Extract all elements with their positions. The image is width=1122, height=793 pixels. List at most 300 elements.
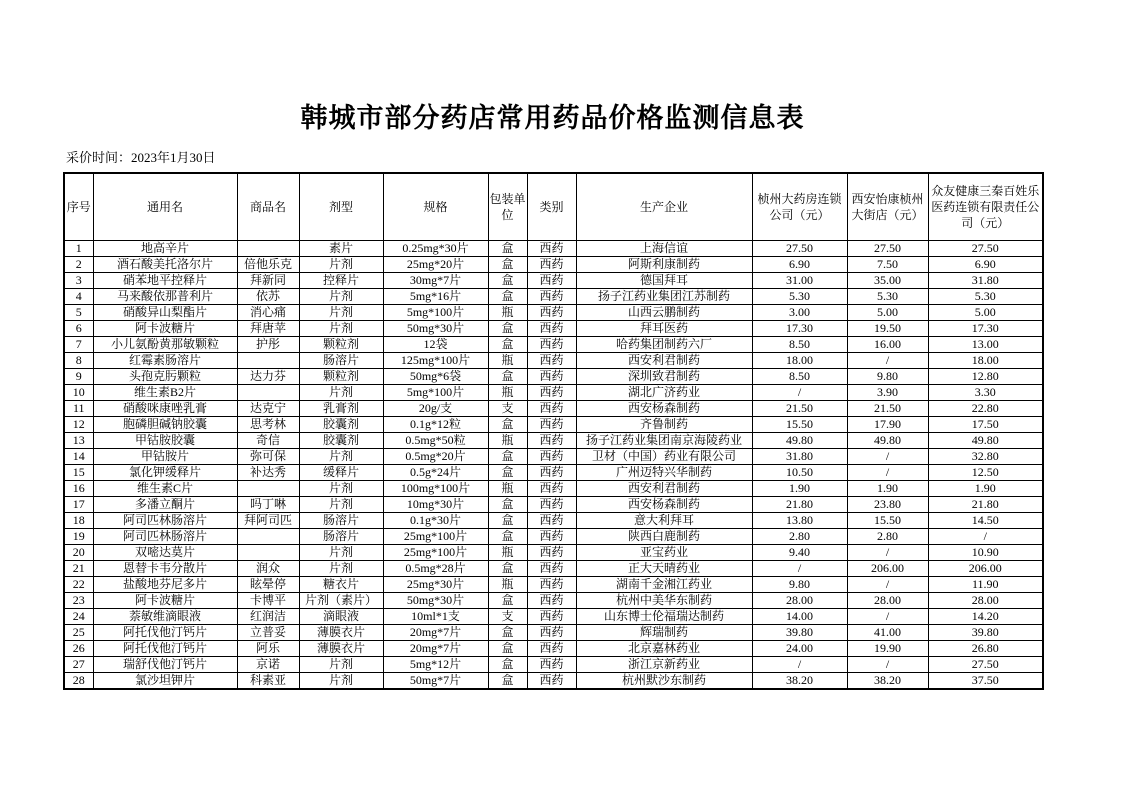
table-cell: 21.80: [752, 497, 847, 513]
table-cell: 双嘧达莫片: [93, 545, 237, 561]
table-cell: 阿托伐他汀钙片: [93, 625, 237, 641]
table-cell: 依苏: [237, 289, 299, 305]
table-cell: 14.50: [928, 513, 1043, 529]
table-cell: 头孢克肟颗粒: [93, 369, 237, 385]
table-cell: 盒: [488, 465, 527, 481]
table-cell: 0.5g*24片: [383, 465, 488, 481]
table-cell: 15: [64, 465, 93, 481]
table-cell: 25: [64, 625, 93, 641]
table-cell: 13: [64, 433, 93, 449]
table-cell: 卫材（中国）药业有限公司: [576, 449, 752, 465]
table-body: [64, 241, 1043, 690]
table-cell: 深圳致君制药: [576, 369, 752, 385]
table-cell: 38.20: [752, 673, 847, 690]
table-cell: 地高辛片: [93, 241, 237, 257]
table-row: [64, 465, 1043, 481]
table-cell: 0.1g*12粒: [383, 417, 488, 433]
table-row: [64, 401, 1043, 417]
table-cell: 润众: [237, 561, 299, 577]
table-cell: 6.90: [752, 257, 847, 273]
table-row: [64, 657, 1043, 673]
table-cell: 卡博平: [237, 593, 299, 609]
table-cell: 100mg*100片: [383, 481, 488, 497]
table-cell: 西药: [527, 625, 576, 641]
table-cell: 消心痛: [237, 305, 299, 321]
table-cell: 0.5mg*20片: [383, 449, 488, 465]
table-cell: 上海信谊: [576, 241, 752, 257]
table-cell: 山西云鹏制药: [576, 305, 752, 321]
table-cell: 补达秀: [237, 465, 299, 481]
table-cell: 薄膜衣片: [299, 641, 383, 657]
table-cell: 支: [488, 609, 527, 625]
table-cell: 49.80: [928, 433, 1043, 449]
table-cell: 西药: [527, 673, 576, 690]
table-cell: 萘敏维滴眼液: [93, 609, 237, 625]
table-row: [64, 417, 1043, 433]
table-cell: 30mg*7片: [383, 273, 488, 289]
table-cell: 西药: [527, 465, 576, 481]
header-row: [64, 173, 1043, 241]
table-cell: [237, 529, 299, 545]
table-cell: 西药: [527, 577, 576, 593]
table-cell: 盒: [488, 321, 527, 337]
table-cell: 23.80: [847, 497, 928, 513]
table-cell: 50mg*6袋: [383, 369, 488, 385]
table-cell: 24: [64, 609, 93, 625]
table-row: [64, 481, 1043, 497]
table-cell: 27: [64, 657, 93, 673]
table-cell: 5.00: [928, 305, 1043, 321]
table-cell: 27.50: [928, 657, 1043, 673]
table-cell: /: [847, 577, 928, 593]
table-cell: 西药: [527, 561, 576, 577]
table-cell: 拜新同: [237, 273, 299, 289]
table-cell: 31.80: [752, 449, 847, 465]
table-cell: 浙江京新药业: [576, 657, 752, 673]
table-cell: 片剂: [299, 449, 383, 465]
table-cell: 盒: [488, 529, 527, 545]
table-cell: 14.20: [928, 609, 1043, 625]
table-cell: 27.50: [928, 241, 1043, 257]
table-cell: 瓶: [488, 481, 527, 497]
table-cell: 湖南千金湘江药业: [576, 577, 752, 593]
table-cell: 西药: [527, 321, 576, 337]
table-cell: 硝酸咪康唑乳膏: [93, 401, 237, 417]
table-cell: 薄膜衣片: [299, 625, 383, 641]
table-cell: 胞磷胆碱钠胶囊: [93, 417, 237, 433]
table-cell: 西药: [527, 401, 576, 417]
table-cell: 12.50: [928, 465, 1043, 481]
table-cell: 甲钴胺片: [93, 449, 237, 465]
table-cell: 21.50: [847, 401, 928, 417]
table-cell: 西药: [527, 369, 576, 385]
table-cell: 西药: [527, 289, 576, 305]
table-cell: 糖衣片: [299, 577, 383, 593]
table-cell: 西药: [527, 513, 576, 529]
table-cell: 20g/支: [383, 401, 488, 417]
table-cell: 2.80: [847, 529, 928, 545]
table-cell: 27.50: [847, 241, 928, 257]
table-cell: 15.50: [752, 417, 847, 433]
table-cell: 德国拜耳: [576, 273, 752, 289]
table-cell: 片剂: [299, 657, 383, 673]
table-row: [64, 433, 1043, 449]
table-row: [64, 577, 1043, 593]
table-cell: 哈药集团制药六厂: [576, 337, 752, 353]
table-cell: 瓶: [488, 385, 527, 401]
table-cell: 14: [64, 449, 93, 465]
table-cell: 28.00: [928, 593, 1043, 609]
column-header-5: 包装单位: [488, 173, 527, 241]
table-row: [64, 641, 1043, 657]
table-cell: 西药: [527, 385, 576, 401]
table-cell: 25mg*20片: [383, 257, 488, 273]
table-cell: 0.25mg*30片: [383, 241, 488, 257]
table-row: [64, 273, 1043, 289]
table-cell: 10ml*1支: [383, 609, 488, 625]
table-cell: 15.50: [847, 513, 928, 529]
table-cell: 红霉素肠溶片: [93, 353, 237, 369]
table-cell: 5.30: [847, 289, 928, 305]
table-cell: 胶囊剂: [299, 433, 383, 449]
table-cell: 瓶: [488, 305, 527, 321]
table-cell: 达力芬: [237, 369, 299, 385]
table-cell: 恩替卡韦分散片: [93, 561, 237, 577]
table-cell: 马来酸依那普利片: [93, 289, 237, 305]
table-row: [64, 529, 1043, 545]
table-cell: 1.90: [928, 481, 1043, 497]
table-cell: 7.50: [847, 257, 928, 273]
table-cell: 28.00: [752, 593, 847, 609]
table-cell: 拜耳医药: [576, 321, 752, 337]
table-cell: 西药: [527, 609, 576, 625]
table-cell: /: [847, 545, 928, 561]
column-header-2: 商品名: [237, 173, 299, 241]
table-cell: 西药: [527, 257, 576, 273]
table-cell: 正大天晴药业: [576, 561, 752, 577]
table-cell: 盒: [488, 497, 527, 513]
table-row: [64, 289, 1043, 305]
table-cell: 盒: [488, 257, 527, 273]
table-cell: 瓶: [488, 577, 527, 593]
table-cell: 11.90: [928, 577, 1043, 593]
table-cell: 17: [64, 497, 93, 513]
table-cell: 山东博士伦福瑞达制药: [576, 609, 752, 625]
table-cell: 盒: [488, 337, 527, 353]
table-cell: 5mg*100片: [383, 305, 488, 321]
table-cell: 5mg*12片: [383, 657, 488, 673]
table-cell: 西药: [527, 433, 576, 449]
table-cell: /: [847, 609, 928, 625]
column-header-6: 类别: [527, 173, 576, 241]
table-cell: 西药: [527, 545, 576, 561]
table-row: [64, 449, 1043, 465]
table-cell: 弥可保: [237, 449, 299, 465]
table-cell: 氯化钾缓释片: [93, 465, 237, 481]
table-cell: 奇信: [237, 433, 299, 449]
table-cell: 西药: [527, 417, 576, 433]
table-cell: 硝苯地平控释片: [93, 273, 237, 289]
page-title: 韩城市部分药店常用药品价格监测信息表: [300, 103, 805, 133]
table-cell: 26.80: [928, 641, 1043, 657]
table-cell: 5.00: [847, 305, 928, 321]
table-cell: 20: [64, 545, 93, 561]
table-cell: 盒: [488, 241, 527, 257]
table-cell: 25mg*30片: [383, 577, 488, 593]
table-cell: 16.00: [847, 337, 928, 353]
table-cell: 23: [64, 593, 93, 609]
table-cell: 支: [488, 401, 527, 417]
table-cell: [237, 385, 299, 401]
table-cell: 10.50: [752, 465, 847, 481]
table-row: [64, 353, 1043, 369]
table-cell: 控释片: [299, 273, 383, 289]
table-cell: 西安利君制药: [576, 481, 752, 497]
table-cell: 盒: [488, 673, 527, 690]
table-cell: 14.00: [752, 609, 847, 625]
table-cell: 21: [64, 561, 93, 577]
table-cell: [237, 353, 299, 369]
table-cell: 西药: [527, 305, 576, 321]
table-cell: 瓶: [488, 353, 527, 369]
table-cell: 31.00: [752, 273, 847, 289]
table-cell: 13.00: [928, 337, 1043, 353]
table-cell: 18.00: [928, 353, 1043, 369]
table-cell: 京诺: [237, 657, 299, 673]
table-cell: 盒: [488, 273, 527, 289]
table-cell: 5.30: [928, 289, 1043, 305]
table-cell: 拜阿司匹: [237, 513, 299, 529]
table-cell: 18: [64, 513, 93, 529]
table-cell: 25mg*100片: [383, 545, 488, 561]
table-row: [64, 337, 1043, 353]
table-cell: 护彤: [237, 337, 299, 353]
table-cell: 硝酸异山梨酯片: [93, 305, 237, 321]
table-cell: 17.30: [928, 321, 1043, 337]
table-cell: 阿卡波糖片: [93, 321, 237, 337]
table-cell: 6: [64, 321, 93, 337]
table-cell: 片剂: [299, 673, 383, 690]
table-cell: 杭州默沙东制药: [576, 673, 752, 690]
table-cell: [237, 545, 299, 561]
table-cell: 西安杨森制药: [576, 401, 752, 417]
table-cell: /: [847, 449, 928, 465]
table-cell: 达克宁: [237, 401, 299, 417]
table-cell: 31.80: [928, 273, 1043, 289]
table-cell: /: [847, 353, 928, 369]
table-row: [64, 321, 1043, 337]
table-cell: 西药: [527, 353, 576, 369]
table-cell: 10.90: [928, 545, 1043, 561]
column-header-9: 西安怡康桢州大街店（元）: [847, 173, 928, 241]
table-cell: 广州迈特兴华制药: [576, 465, 752, 481]
table-cell: 28.00: [847, 593, 928, 609]
table-cell: 肠溶片: [299, 513, 383, 529]
table-cell: /: [752, 657, 847, 673]
column-header-7: 生产企业: [576, 173, 752, 241]
table-cell: 阿卡波糖片: [93, 593, 237, 609]
table-cell: 22: [64, 577, 93, 593]
table-cell: 20mg*7片: [383, 625, 488, 641]
table-cell: 阿司匹林肠溶片: [93, 513, 237, 529]
table-cell: 8.50: [752, 337, 847, 353]
table-cell: 西药: [527, 593, 576, 609]
column-header-8: 桢州大药房连锁公司（元）: [752, 173, 847, 241]
table-cell: 西药: [527, 657, 576, 673]
table-cell: 西药: [527, 497, 576, 513]
table-cell: 片剂（素片）: [299, 593, 383, 609]
table-cell: 50mg*7片: [383, 673, 488, 690]
table-cell: 32.80: [928, 449, 1043, 465]
table-cell: 盒: [488, 657, 527, 673]
table-cell: 17.50: [928, 417, 1043, 433]
table-cell: 思考林: [237, 417, 299, 433]
table-row: [64, 545, 1043, 561]
table-cell: 乳膏剂: [299, 401, 383, 417]
table-cell: 杭州中美华东制药: [576, 593, 752, 609]
table-cell: 盒: [488, 417, 527, 433]
table-cell: 10: [64, 385, 93, 401]
table-cell: 11: [64, 401, 93, 417]
table-cell: 17.30: [752, 321, 847, 337]
table-cell: 颗粒剂: [299, 369, 383, 385]
table-cell: 酒石酸美托洛尔片: [93, 257, 237, 273]
table-cell: 19.50: [847, 321, 928, 337]
table-cell: 片剂: [299, 481, 383, 497]
table-cell: 盒: [488, 625, 527, 641]
table-cell: 8: [64, 353, 93, 369]
table-cell: 206.00: [928, 561, 1043, 577]
table-cell: 氯沙坦钾片: [93, 673, 237, 690]
table-row: [64, 369, 1043, 385]
table-header: [64, 173, 1043, 241]
table-cell: 盒: [488, 513, 527, 529]
table-cell: /: [928, 529, 1043, 545]
table-cell: 3.30: [928, 385, 1043, 401]
table-cell: 1.90: [752, 481, 847, 497]
table-cell: 红润洁: [237, 609, 299, 625]
column-header-0: 序号: [64, 173, 93, 241]
table-cell: 19: [64, 529, 93, 545]
table-cell: 片剂: [299, 497, 383, 513]
table-cell: 39.80: [752, 625, 847, 641]
table-row: [64, 561, 1043, 577]
table-cell: 维生素B2片: [93, 385, 237, 401]
table-cell: 206.00: [847, 561, 928, 577]
table-row: [64, 241, 1043, 257]
column-header-1: 通用名: [93, 173, 237, 241]
table-cell: 49.80: [752, 433, 847, 449]
column-header-4: 规格: [383, 173, 488, 241]
table-cell: 滴眼液: [299, 609, 383, 625]
table-row: [64, 513, 1043, 529]
table-cell: 6.90: [928, 257, 1043, 273]
table-cell: 片剂: [299, 321, 383, 337]
table-cell: 盒: [488, 369, 527, 385]
table-cell: 盒: [488, 593, 527, 609]
table-cell: 20mg*7片: [383, 641, 488, 657]
table-cell: 10mg*30片: [383, 497, 488, 513]
table-cell: 眩晕停: [237, 577, 299, 593]
table-cell: 28: [64, 673, 93, 690]
table-row: [64, 385, 1043, 401]
table-cell: 西安利君制药: [576, 353, 752, 369]
table-cell: 意大利拜耳: [576, 513, 752, 529]
table-cell: 多潘立酮片: [93, 497, 237, 513]
table-cell: 阿司匹林肠溶片: [93, 529, 237, 545]
table-cell: 西药: [527, 481, 576, 497]
table-cell: 5mg*16片: [383, 289, 488, 305]
table-cell: 阿斯利康制药: [576, 257, 752, 273]
table-cell: 西药: [527, 449, 576, 465]
table-cell: 5.30: [752, 289, 847, 305]
table-cell: 19.90: [847, 641, 928, 657]
table-cell: 8.50: [752, 369, 847, 385]
table-row: [64, 305, 1043, 321]
table-cell: 亚宝药业: [576, 545, 752, 561]
table-cell: 7: [64, 337, 93, 353]
table-cell: /: [752, 385, 847, 401]
table-cell: 科素亚: [237, 673, 299, 690]
column-header-3: 剂型: [299, 173, 383, 241]
table-cell: 38.20: [847, 673, 928, 690]
table-row: [64, 257, 1043, 273]
table-cell: 西药: [527, 241, 576, 257]
table-cell: 125mg*100片: [383, 353, 488, 369]
table-cell: 片剂: [299, 545, 383, 561]
table-cell: 0.1g*30片: [383, 513, 488, 529]
table-cell: 18.00: [752, 353, 847, 369]
table-cell: 阿托伐他汀钙片: [93, 641, 237, 657]
table-cell: 西药: [527, 337, 576, 353]
table-cell: 37.50: [928, 673, 1043, 690]
table-cell: 9.80: [847, 369, 928, 385]
table-cell: 9.40: [752, 545, 847, 561]
price-collection-date: 采价时间：2023年1月30日: [66, 150, 216, 165]
table-cell: 片剂: [299, 289, 383, 305]
table-cell: 肠溶片: [299, 353, 383, 369]
table-cell: 盐酸地芬尼多片: [93, 577, 237, 593]
table-cell: 1: [64, 241, 93, 257]
table-cell: 胶囊剂: [299, 417, 383, 433]
table-cell: 缓释片: [299, 465, 383, 481]
drug-price-table: [63, 172, 1044, 690]
table-cell: 21.50: [752, 401, 847, 417]
table-cell: 0.5mg*50粒: [383, 433, 488, 449]
table-row: [64, 673, 1043, 690]
table-cell: 12袋: [383, 337, 488, 353]
table-cell: 素片: [299, 241, 383, 257]
table-cell: 小儿氨酚黄那敏颗粒: [93, 337, 237, 353]
table-cell: 50mg*30片: [383, 593, 488, 609]
table-cell: 片剂: [299, 305, 383, 321]
table-cell: 2: [64, 257, 93, 273]
table-cell: 13.80: [752, 513, 847, 529]
table-cell: 肠溶片: [299, 529, 383, 545]
table-cell: 22.80: [928, 401, 1043, 417]
table-cell: 27.50: [752, 241, 847, 257]
table-cell: 35.00: [847, 273, 928, 289]
table-cell: 5mg*100片: [383, 385, 488, 401]
table-cell: 12: [64, 417, 93, 433]
table-cell: 阿乐: [237, 641, 299, 657]
table-cell: 12.80: [928, 369, 1043, 385]
table-cell: [237, 241, 299, 257]
table-cell: 3.00: [752, 305, 847, 321]
table-cell: 24.00: [752, 641, 847, 657]
table-cell: 盒: [488, 289, 527, 305]
table-cell: 盒: [488, 641, 527, 657]
